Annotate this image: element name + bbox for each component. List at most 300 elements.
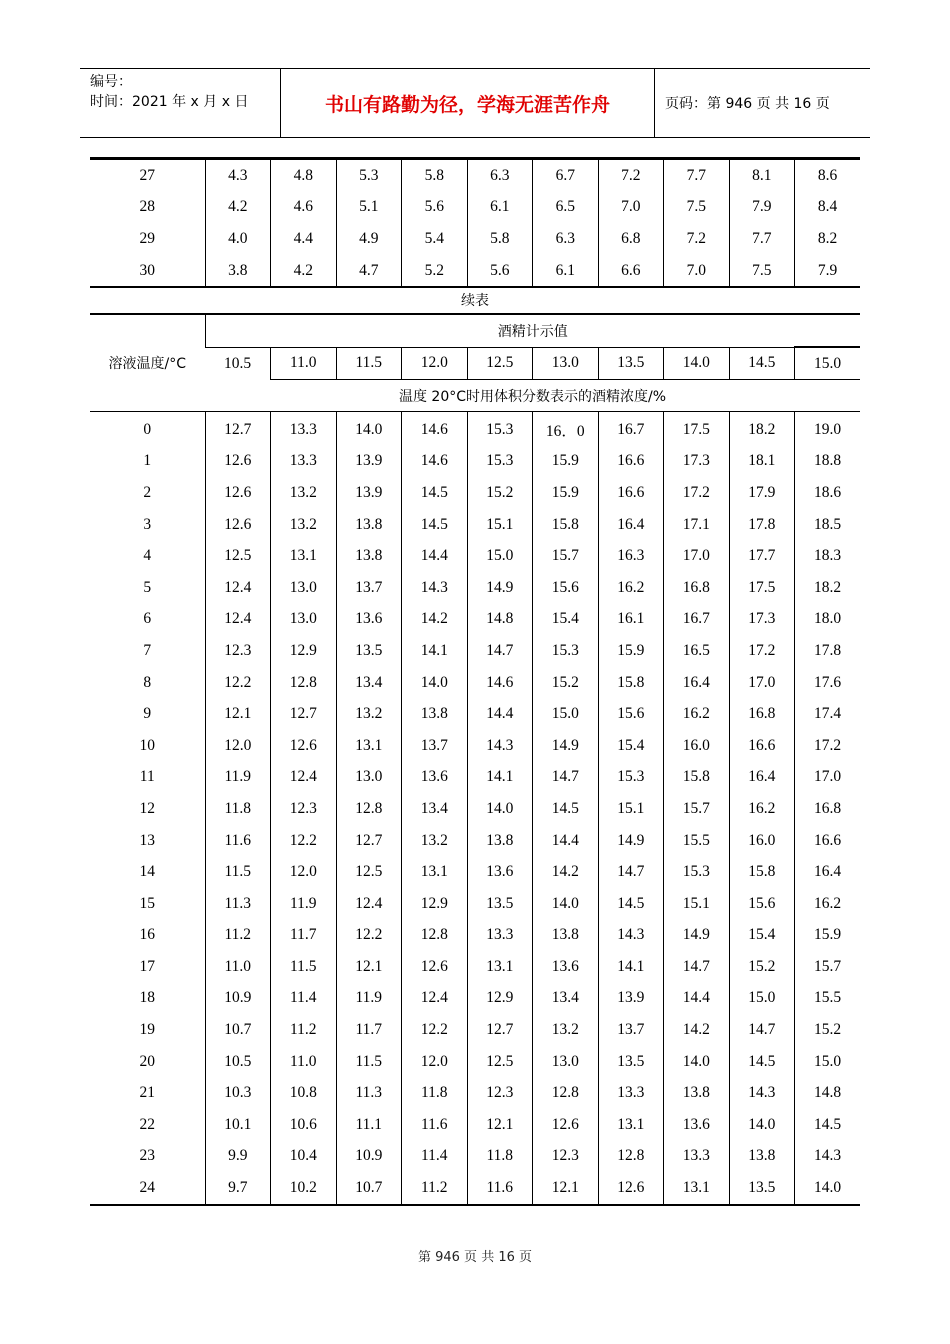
value-cell: 12.7 [336, 825, 402, 857]
value-cell: 7.2 [598, 159, 664, 192]
value-cell: 4.2 [271, 255, 337, 288]
value-cell: 14.5 [729, 1046, 795, 1078]
value-cell: 13.4 [533, 983, 599, 1015]
value-cell: 12.4 [402, 983, 468, 1015]
value-cell: 4.9 [336, 223, 402, 255]
value-cell: 16.6 [598, 446, 664, 478]
value-cell: 15.7 [664, 793, 730, 825]
value-cell: 11.7 [271, 920, 337, 952]
table-row [90, 1172, 860, 1205]
value-cell: 16.1 [598, 604, 664, 636]
value-cell: 10.9 [205, 983, 271, 1015]
temperature-cell: 6 [143, 610, 152, 628]
value-cell: 17.5 [729, 572, 795, 604]
value-cell: 13.0 [271, 604, 337, 636]
value-cell: 10.6 [271, 1109, 337, 1141]
value-cell: 15.2 [729, 951, 795, 983]
value-cell: 15.8 [598, 667, 664, 699]
value-cell: 4.4 [271, 223, 337, 255]
value-cell: 7.5 [729, 255, 795, 288]
temperature-cell: 17 [139, 957, 155, 975]
value-cell: 18.0 [795, 604, 861, 636]
value-cell: 16.2 [664, 698, 730, 730]
value-cell: 5.8 [402, 159, 468, 192]
temperature-cell: 14 [139, 863, 155, 881]
value-cell: 16.0 [664, 730, 730, 762]
value-cell: 16．0 [533, 412, 599, 446]
value-cell: 17.0 [664, 540, 730, 572]
value-cell: 5.6 [402, 192, 468, 224]
value-cell: 12.8 [598, 1141, 664, 1173]
value-cell: 12.1 [205, 698, 271, 730]
value-cell: 14.5 [795, 1109, 861, 1141]
value-cell: 15.0 [467, 540, 533, 572]
value-cell: 15.8 [664, 762, 730, 794]
value-cell: 18.6 [795, 477, 861, 509]
value-cell: 11.5 [336, 1046, 402, 1078]
value-cell: 6.1 [467, 192, 533, 224]
value-cell: 11.4 [402, 1141, 468, 1173]
value-cell: 15.0 [533, 698, 599, 730]
value-cell: 13.8 [336, 509, 402, 541]
table-continued-top [90, 157, 860, 288]
reading-header-cell: 10.5 [223, 354, 252, 372]
value-cell: 14.6 [402, 412, 468, 446]
value-cell: 15.1 [598, 793, 664, 825]
value-cell: 13.1 [336, 730, 402, 762]
table-row [90, 1141, 860, 1173]
value-cell: 7.5 [664, 192, 730, 224]
value-cell: 18.5 [795, 509, 861, 541]
temperature-cell: 0 [143, 420, 152, 438]
value-cell: 17.6 [795, 667, 861, 699]
value-cell: 13.1 [598, 1109, 664, 1141]
value-cell: 7.7 [729, 223, 795, 255]
value-cell: 12.6 [598, 1172, 664, 1205]
value-cell: 14.7 [467, 635, 533, 667]
value-cell: 15.3 [533, 635, 599, 667]
value-cell: 15.6 [533, 572, 599, 604]
value-cell: 12.2 [271, 825, 337, 857]
value-cell: 4.7 [336, 255, 402, 288]
value-cell: 13.0 [533, 1046, 599, 1078]
value-cell: 11.2 [271, 1014, 337, 1046]
reading-header-cell: 14.0 [664, 347, 730, 380]
value-cell: 12.8 [336, 793, 402, 825]
value-cell: 18.2 [729, 412, 795, 446]
value-cell: 11.3 [205, 888, 271, 920]
value-cell: 11.8 [402, 1077, 468, 1109]
temperature-cell: 16 [139, 926, 155, 944]
table-row [90, 1046, 860, 1078]
value-cell: 13.9 [598, 983, 664, 1015]
value-cell: 15.9 [598, 635, 664, 667]
value-cell: 15.5 [664, 825, 730, 857]
value-cell: 11.9 [205, 762, 271, 794]
value-cell: 16.6 [598, 477, 664, 509]
value-cell: 11.0 [205, 951, 271, 983]
value-cell: 11.3 [336, 1077, 402, 1109]
value-cell: 13.2 [336, 698, 402, 730]
value-cell: 17.4 [795, 698, 861, 730]
value-cell: 12.3 [205, 635, 271, 667]
value-cell: 16.7 [664, 604, 730, 636]
value-cell: 14.5 [402, 477, 468, 509]
value-cell: 6.5 [533, 192, 599, 224]
value-cell: 13.4 [402, 793, 468, 825]
value-cell: 12.2 [336, 920, 402, 952]
time-label: 时间：2021 年 x 月 x 日 [90, 94, 249, 110]
value-cell: 13.3 [598, 1077, 664, 1109]
value-cell: 14.7 [533, 762, 599, 794]
value-cell: 14.0 [402, 667, 468, 699]
value-cell: 15.9 [795, 920, 861, 952]
table-row [90, 856, 860, 888]
value-cell: 13.8 [729, 1141, 795, 1173]
header-meta [80, 69, 280, 137]
value-cell: 17.1 [664, 509, 730, 541]
table-row [90, 572, 860, 604]
value-cell: 13.6 [402, 762, 468, 794]
value-cell: 7.0 [664, 255, 730, 288]
value-cell: 15.6 [729, 888, 795, 920]
value-cell: 6.1 [533, 255, 599, 288]
value-cell: 12.0 [402, 1046, 468, 1078]
value-cell: 11.9 [271, 888, 337, 920]
table-row [90, 255, 860, 288]
value-cell: 8.6 [795, 159, 861, 192]
value-cell: 12.0 [271, 856, 337, 888]
value-cell: 13.7 [336, 572, 402, 604]
value-cell: 13.8 [336, 540, 402, 572]
value-cell: 13.8 [467, 825, 533, 857]
value-cell: 15.3 [664, 856, 730, 888]
value-cell: 14.9 [598, 825, 664, 857]
table-row [90, 223, 860, 255]
value-cell: 14.3 [467, 730, 533, 762]
value-cell: 10.1 [205, 1109, 271, 1141]
value-cell: 12.6 [205, 509, 271, 541]
value-cell: 15.9 [533, 477, 599, 509]
value-cell: 14.6 [402, 446, 468, 478]
value-cell: 15.1 [467, 509, 533, 541]
value-cell: 12.6 [271, 730, 337, 762]
value-cell: 17.0 [795, 762, 861, 794]
value-cell: 18.8 [795, 446, 861, 478]
value-cell: 12.1 [336, 951, 402, 983]
table-row [90, 1077, 860, 1109]
value-cell: 13.2 [533, 1014, 599, 1046]
temperature-cell: 15 [139, 894, 155, 912]
value-cell: 11.2 [402, 1172, 468, 1205]
temperature-cell: 13 [139, 831, 155, 849]
continued-label: 续表 [461, 293, 489, 309]
value-cell: 13.1 [402, 856, 468, 888]
value-cell: 5.2 [402, 255, 468, 288]
value-cell: 16.2 [729, 793, 795, 825]
value-cell: 17.3 [664, 446, 730, 478]
value-cell: 5.1 [336, 192, 402, 224]
table-row [90, 793, 860, 825]
value-cell: 12.9 [402, 888, 468, 920]
table-row [90, 192, 860, 224]
value-cell: 14.4 [533, 825, 599, 857]
temperature-cell: 20 [139, 1052, 155, 1070]
value-cell: 13.8 [664, 1077, 730, 1109]
value-cell: 14.4 [467, 698, 533, 730]
value-cell: 11.8 [205, 793, 271, 825]
value-cell: 13.6 [467, 856, 533, 888]
value-cell: 13.0 [271, 572, 337, 604]
page-label: 页码：第 946 页 共 16 页 [665, 96, 830, 112]
value-cell: 12.8 [533, 1077, 599, 1109]
temperature-cell: 27 [139, 166, 155, 184]
value-cell: 15.3 [598, 762, 664, 794]
value-cell: 10.2 [271, 1172, 337, 1205]
value-cell: 15.8 [729, 856, 795, 888]
value-cell: 13.8 [533, 920, 599, 952]
temperature-cell: 8 [143, 673, 152, 691]
value-cell: 12.6 [533, 1109, 599, 1141]
value-cell: 6.8 [598, 223, 664, 255]
table-row [90, 667, 860, 699]
value-cell: 13.3 [271, 412, 337, 446]
value-cell: 10.7 [336, 1172, 402, 1205]
value-cell: 6.3 [467, 159, 533, 192]
value-cell: 17.2 [729, 635, 795, 667]
value-cell: 8.1 [729, 159, 795, 192]
value-cell: 16.2 [598, 572, 664, 604]
value-cell: 14.4 [664, 983, 730, 1015]
value-cell: 12.5 [467, 1046, 533, 1078]
value-cell: 12.3 [271, 793, 337, 825]
value-cell: 12.5 [336, 856, 402, 888]
value-cell: 15.6 [598, 698, 664, 730]
value-cell: 14.9 [467, 572, 533, 604]
table-row [90, 920, 860, 952]
value-cell: 12.4 [336, 888, 402, 920]
reading-header-cell: 14.5 [729, 347, 795, 380]
value-cell: 17.5 [664, 412, 730, 446]
table-row [90, 730, 860, 762]
value-cell: 13.3 [664, 1141, 730, 1173]
temperature-cell: 21 [139, 1084, 155, 1102]
table-row [90, 635, 860, 667]
value-cell: 15.0 [729, 983, 795, 1015]
value-cell: 18.2 [795, 572, 861, 604]
table-row [90, 1014, 860, 1046]
value-cell: 13.2 [271, 477, 337, 509]
temperature-cell: 19 [139, 1021, 155, 1039]
value-cell: 15.7 [795, 951, 861, 983]
value-cell: 15.2 [795, 1014, 861, 1046]
value-cell: 14.5 [533, 793, 599, 825]
value-cell: 14.3 [402, 572, 468, 604]
table-row [90, 825, 860, 857]
value-cell: 12.7 [271, 698, 337, 730]
value-cell: 15.3 [467, 412, 533, 446]
value-cell: 12.8 [271, 667, 337, 699]
value-cell: 11.7 [336, 1014, 402, 1046]
table-row [90, 412, 860, 446]
row-header-temperature: 溶液温度/°C [90, 314, 205, 412]
value-cell: 12.0 [205, 730, 271, 762]
value-cell: 7.7 [664, 159, 730, 192]
value-cell: 4.0 [205, 223, 271, 255]
value-cell: 12.8 [402, 920, 468, 952]
temperature-cell: 5 [143, 578, 152, 596]
value-cell: 4.8 [271, 159, 337, 192]
value-cell: 13.4 [336, 667, 402, 699]
value-cell: 17.8 [795, 635, 861, 667]
value-cell: 12.3 [467, 1077, 533, 1109]
temperature-cell: 9 [143, 705, 152, 723]
table-row [90, 1109, 860, 1141]
reading-header-cell: 13.0 [533, 347, 599, 380]
value-cell: 8.4 [795, 192, 861, 224]
value-cell: 7.2 [664, 223, 730, 255]
value-cell: 17.0 [729, 667, 795, 699]
value-cell: 13.5 [336, 635, 402, 667]
value-cell: 13.5 [598, 1046, 664, 1078]
value-cell: 5.4 [402, 223, 468, 255]
value-cell: 11.6 [205, 825, 271, 857]
table-row [90, 983, 860, 1015]
value-cell: 11.1 [336, 1109, 402, 1141]
value-cell: 12.3 [533, 1141, 599, 1173]
value-cell: 4.3 [205, 159, 271, 192]
table-row [90, 698, 860, 730]
value-cell: 14.5 [402, 509, 468, 541]
value-cell: 14.0 [664, 1046, 730, 1078]
value-cell: 19.0 [795, 412, 861, 446]
value-cell: 14.6 [467, 667, 533, 699]
reading-header-cell: 12.0 [402, 347, 468, 380]
value-cell: 14.3 [795, 1141, 861, 1173]
value-cell: 14.4 [402, 540, 468, 572]
value-cell: 11.0 [271, 1046, 337, 1078]
table-row [90, 540, 860, 572]
value-cell: 15.2 [467, 477, 533, 509]
value-cell: 15.2 [533, 667, 599, 699]
document-header [80, 68, 870, 138]
value-cell: 17.9 [729, 477, 795, 509]
value-cell: 15.9 [533, 446, 599, 478]
value-cell: 13.5 [729, 1172, 795, 1205]
value-cell: 10.4 [271, 1141, 337, 1173]
value-cell: 14.1 [598, 951, 664, 983]
value-cell: 16.4 [795, 856, 861, 888]
value-cell: 12.5 [205, 540, 271, 572]
value-cell: 11.8 [467, 1141, 533, 1173]
temperature-cell: 12 [139, 799, 155, 817]
group-header-reading: 酒精计示值 [205, 314, 860, 347]
value-cell: 13.9 [336, 477, 402, 509]
temperature-cell: 4 [143, 547, 152, 565]
value-cell: 18.3 [795, 540, 861, 572]
value-cell: 13.3 [271, 446, 337, 478]
value-cell: 12.2 [402, 1014, 468, 1046]
value-cell: 15.4 [533, 604, 599, 636]
value-cell: 13.9 [336, 446, 402, 478]
value-cell: 14.0 [795, 1172, 861, 1205]
reading-header-cell: 15.0 [795, 347, 861, 380]
value-cell: 14.5 [598, 888, 664, 920]
value-cell: 13.2 [402, 825, 468, 857]
value-cell: 3.8 [205, 255, 271, 288]
value-cell: 13.7 [598, 1014, 664, 1046]
value-cell: 16.8 [795, 793, 861, 825]
value-cell: 14.2 [402, 604, 468, 636]
reading-header-row [90, 347, 860, 380]
value-cell: 6.3 [533, 223, 599, 255]
value-cell: 14.8 [467, 604, 533, 636]
value-cell: 10.7 [205, 1014, 271, 1046]
value-cell: 14.0 [467, 793, 533, 825]
value-cell: 15.7 [533, 540, 599, 572]
value-cell: 6.7 [533, 159, 599, 192]
value-cell: 16.5 [664, 635, 730, 667]
value-cell: 14.7 [729, 1014, 795, 1046]
value-cell: 13.8 [402, 698, 468, 730]
value-cell: 14.7 [598, 856, 664, 888]
value-cell: 11.4 [271, 983, 337, 1015]
value-cell: 13.1 [664, 1172, 730, 1205]
value-cell: 15.3 [467, 446, 533, 478]
number-label: 编号： [90, 74, 132, 90]
value-cell: 15.5 [795, 983, 861, 1015]
temperature-cell: 11 [139, 768, 155, 786]
value-cell: 8.2 [795, 223, 861, 255]
value-cell: 12.7 [467, 1014, 533, 1046]
value-cell: 11.6 [402, 1109, 468, 1141]
value-cell: 11.5 [271, 951, 337, 983]
value-cell: 10.9 [336, 1141, 402, 1173]
temperature-cell: 1 [143, 452, 152, 470]
value-cell: 13.5 [467, 888, 533, 920]
value-cell: 16.4 [598, 509, 664, 541]
value-cell: 11.5 [205, 856, 271, 888]
value-cell: 14.2 [533, 856, 599, 888]
value-cell: 12.2 [205, 667, 271, 699]
value-cell: 12.1 [533, 1172, 599, 1205]
value-cell: 13.0 [336, 762, 402, 794]
value-cell: 17.3 [729, 604, 795, 636]
reading-header-cell: 11.5 [336, 347, 402, 380]
temperature-cell: 28 [139, 198, 155, 216]
value-cell: 16.2 [795, 888, 861, 920]
value-cell: 16.8 [729, 698, 795, 730]
value-cell: 16.8 [664, 572, 730, 604]
temperature-cell: 18 [139, 989, 155, 1007]
value-cell: 12.9 [467, 983, 533, 1015]
table-row [90, 762, 860, 794]
motto: 书山有路勤为径，学海无涯苦作舟 [280, 69, 655, 137]
value-cell: 14.9 [533, 730, 599, 762]
reading-header-cell: 13.5 [598, 347, 664, 380]
value-cell: 15.4 [729, 920, 795, 952]
value-cell: 10.8 [271, 1077, 337, 1109]
value-cell: 11.6 [467, 1172, 533, 1205]
value-cell: 14.1 [467, 762, 533, 794]
value-cell: 11.2 [205, 920, 271, 952]
value-cell: 13.6 [533, 951, 599, 983]
value-cell: 7.9 [729, 192, 795, 224]
subheader-concentration: 温度 20°C时用体积分数表示的酒精浓度/% [205, 380, 860, 412]
value-cell: 13.2 [271, 509, 337, 541]
value-cell: 4.2 [205, 192, 271, 224]
value-cell: 16.6 [729, 730, 795, 762]
